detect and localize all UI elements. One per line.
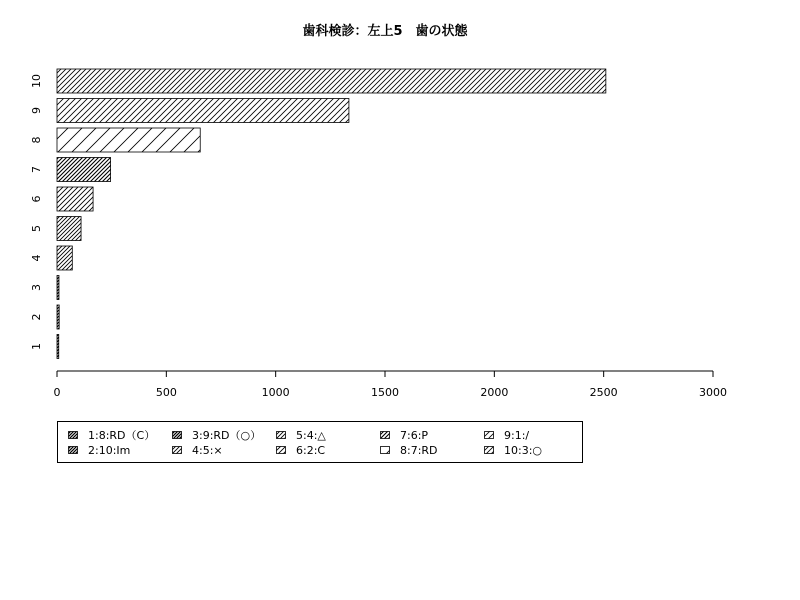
bar-2 <box>57 305 59 329</box>
y-tick-label-9: 9 <box>30 107 43 114</box>
legend-label: 5:4:△ <box>296 429 326 442</box>
bar-3 <box>57 276 59 300</box>
y-tick-label-5: 5 <box>30 225 43 232</box>
y-tick-label-1: 1 <box>30 343 43 350</box>
legend-label: 10:3:○ <box>504 444 543 457</box>
legend-label: 7:6:P <box>400 429 429 442</box>
bar-8 <box>57 128 200 152</box>
y-tick-label-3: 3 <box>30 284 43 291</box>
y-tick-label-8: 8 <box>30 136 43 144</box>
chart-title: 歯科検診：左上5 歯の状態 <box>302 24 468 39</box>
legend-swatch <box>380 446 390 454</box>
legend-label: 6:2:C <box>296 444 326 457</box>
y-tick-label-2: 2 <box>30 313 43 321</box>
legend-swatch <box>484 431 494 439</box>
legend-label: 2:10:Im <box>88 444 131 457</box>
legend-swatch <box>276 446 286 454</box>
x-tick-label-1000: 1000 <box>261 386 290 399</box>
x-tick-label-2000: 2000 <box>480 386 509 399</box>
legend-label: 8:7:RD <box>400 444 438 457</box>
legend-swatch <box>68 431 78 439</box>
y-tick-label-4: 4 <box>30 254 43 262</box>
legend-label: 3:9:RD（○） <box>192 429 262 442</box>
legend <box>57 421 583 463</box>
legend-label: 9:1:/ <box>504 429 530 442</box>
bar-1 <box>57 335 59 359</box>
bar-10 <box>57 69 606 93</box>
legend-swatch <box>484 446 494 454</box>
bar-5 <box>57 217 81 241</box>
legend-swatch <box>172 431 182 439</box>
legend-label: 4:5:× <box>192 444 223 457</box>
x-tick-label-500: 500 <box>155 386 177 399</box>
y-tick-label-10: 10 <box>30 74 43 88</box>
legend-swatch <box>68 446 78 454</box>
y-tick-label-6: 6 <box>30 195 43 203</box>
x-tick-label-1500: 1500 <box>371 386 399 399</box>
x-tick-label-0: 0 <box>53 386 61 399</box>
bar-7 <box>57 158 111 182</box>
x-tick-label-2500: 2500 <box>589 386 618 399</box>
bar-4 <box>57 246 72 270</box>
bar-9 <box>57 99 349 123</box>
legend-swatch <box>380 431 390 439</box>
x-tick-label-3000: 3000 <box>699 386 727 399</box>
legend-swatch <box>172 446 182 454</box>
legend-swatch <box>276 431 286 439</box>
legend-label: 1:8:RD（C） <box>88 429 156 442</box>
bar-6 <box>57 187 93 211</box>
y-tick-label-7: 7 <box>30 166 43 173</box>
